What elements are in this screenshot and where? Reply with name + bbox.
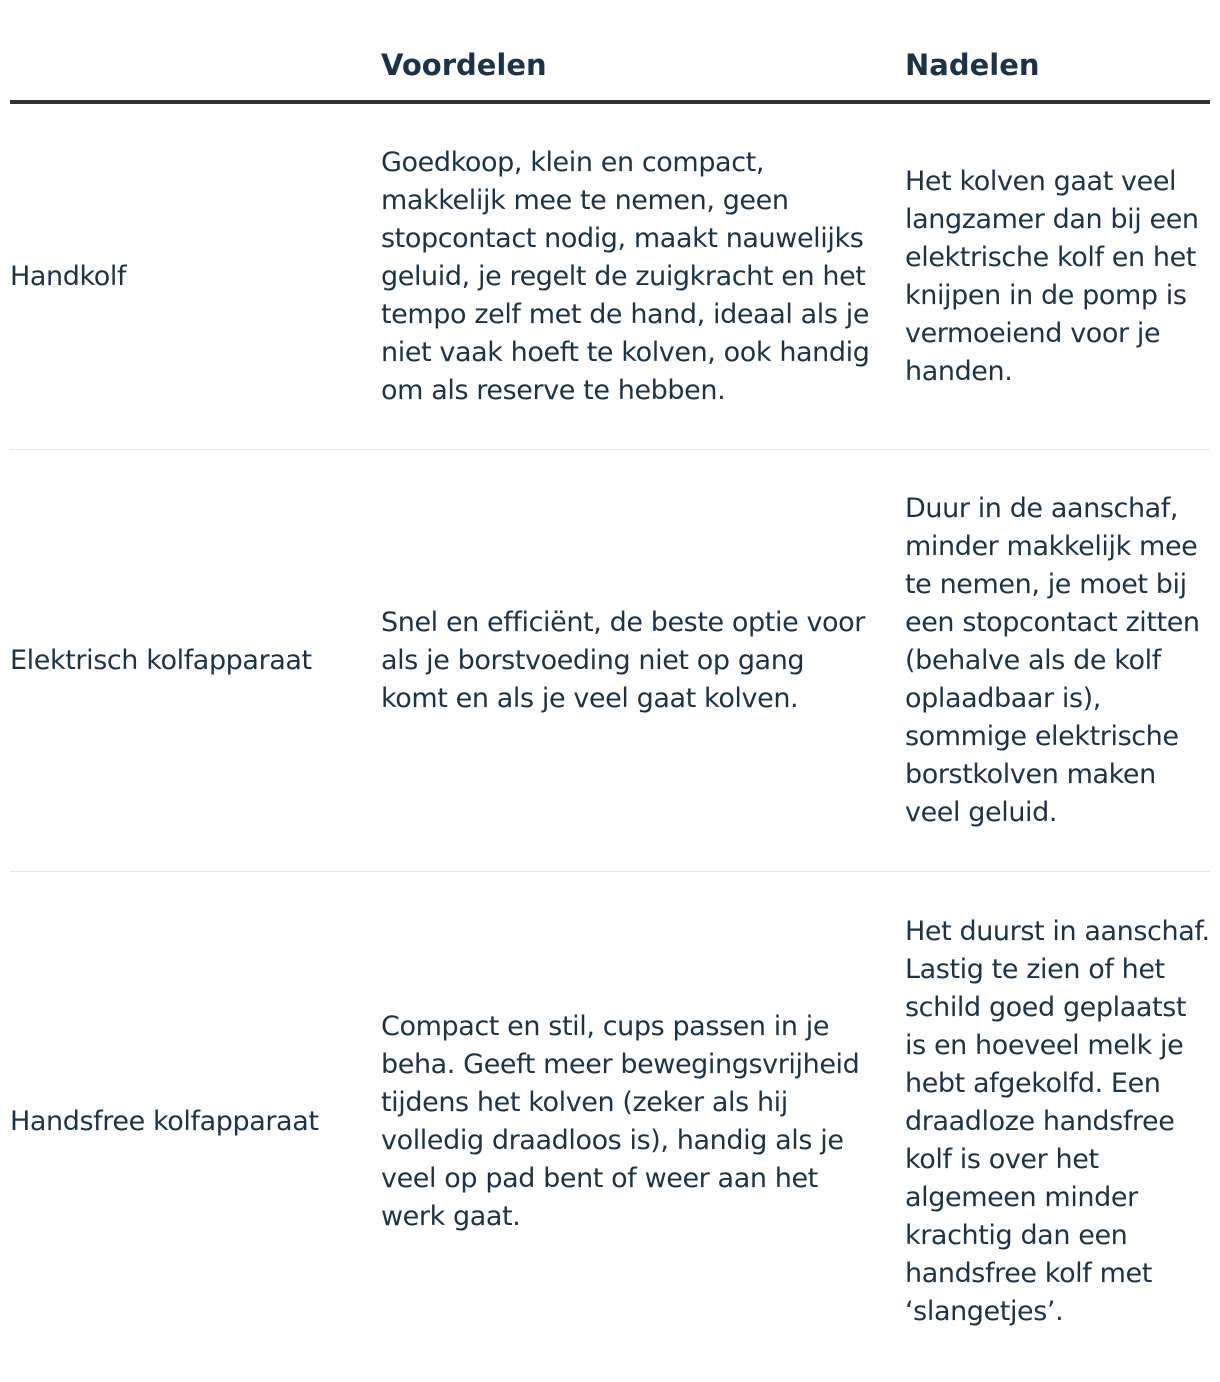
- row-handkolf-name: Handkolf: [10, 102, 381, 449]
- breast-pump-comparison-table: [10, 0, 1210, 1371]
- row-handkolf-nadelen: Het kolven gaat veel langzamer dan bij een elektrische kolf en het knijpen in de pomp is vermoeiend voor je handen.: [905, 102, 1210, 449]
- row-elektrisch-voordelen: Snel en efficiënt, de beste optie voor als je borstvoeding niet op gang komt en als je veel gaat kolven.: [381, 449, 905, 871]
- row-elektrisch-name: Elektrisch kolfapparaat: [10, 449, 381, 871]
- table-row: [10, 449, 1210, 871]
- row-handsfree-name: Handsfree kolfapparaat: [10, 1106, 319, 1138]
- row-handsfree-voordelen: Compact en stil, cups passen in je beha. Geeft meer bewegingsvrijheid tijdens het kolven (zeker als hij volledig draadloos is), handig als je veel op pad bent of weer aan het werk gaat.: [381, 1011, 860, 1233]
- row-elektrisch-nadelen: Duur in de aanschaf, minder makkelijk mee te nemen, je moet bij een stopcontact zitten (behalve als de kolf oplaadbaar is), sommige elektrische borstkolven maken veel geluid.: [905, 449, 1210, 871]
- table-body: [10, 102, 1210, 1371]
- row-handsfree-nadelen: Het duurst in aanschaf. Lastig te zien of het schild goed geplaatst is en hoeveel melk je hebt afgekolfd. Een draadloze handsfree kolf is over het algemeen minder krachtig dan een handsfree kolf met ‘slangetjes’.: [905, 916, 1210, 1328]
- table-header: [10, 0, 1210, 102]
- comparison-table-wrapper: [10, 0, 1210, 1371]
- table-row: [10, 871, 1210, 1371]
- header-voordelen: Voordelen: [381, 0, 905, 102]
- header-type: [10, 0, 381, 102]
- header-row: [10, 0, 1210, 102]
- table-row: [10, 102, 1210, 449]
- row-handkolf-voordelen: Goedkoop, klein en compact, makkelijk mee te nemen, geen stopcontact nodig, maakt nauwelijks geluid, je regelt de zuigkracht en het tempo zelf met de hand, ideaal als je niet vaak hoeft te kolven, ook handig om als reserve te hebben.: [381, 102, 905, 449]
- header-nadelen: Nadelen: [905, 0, 1210, 102]
